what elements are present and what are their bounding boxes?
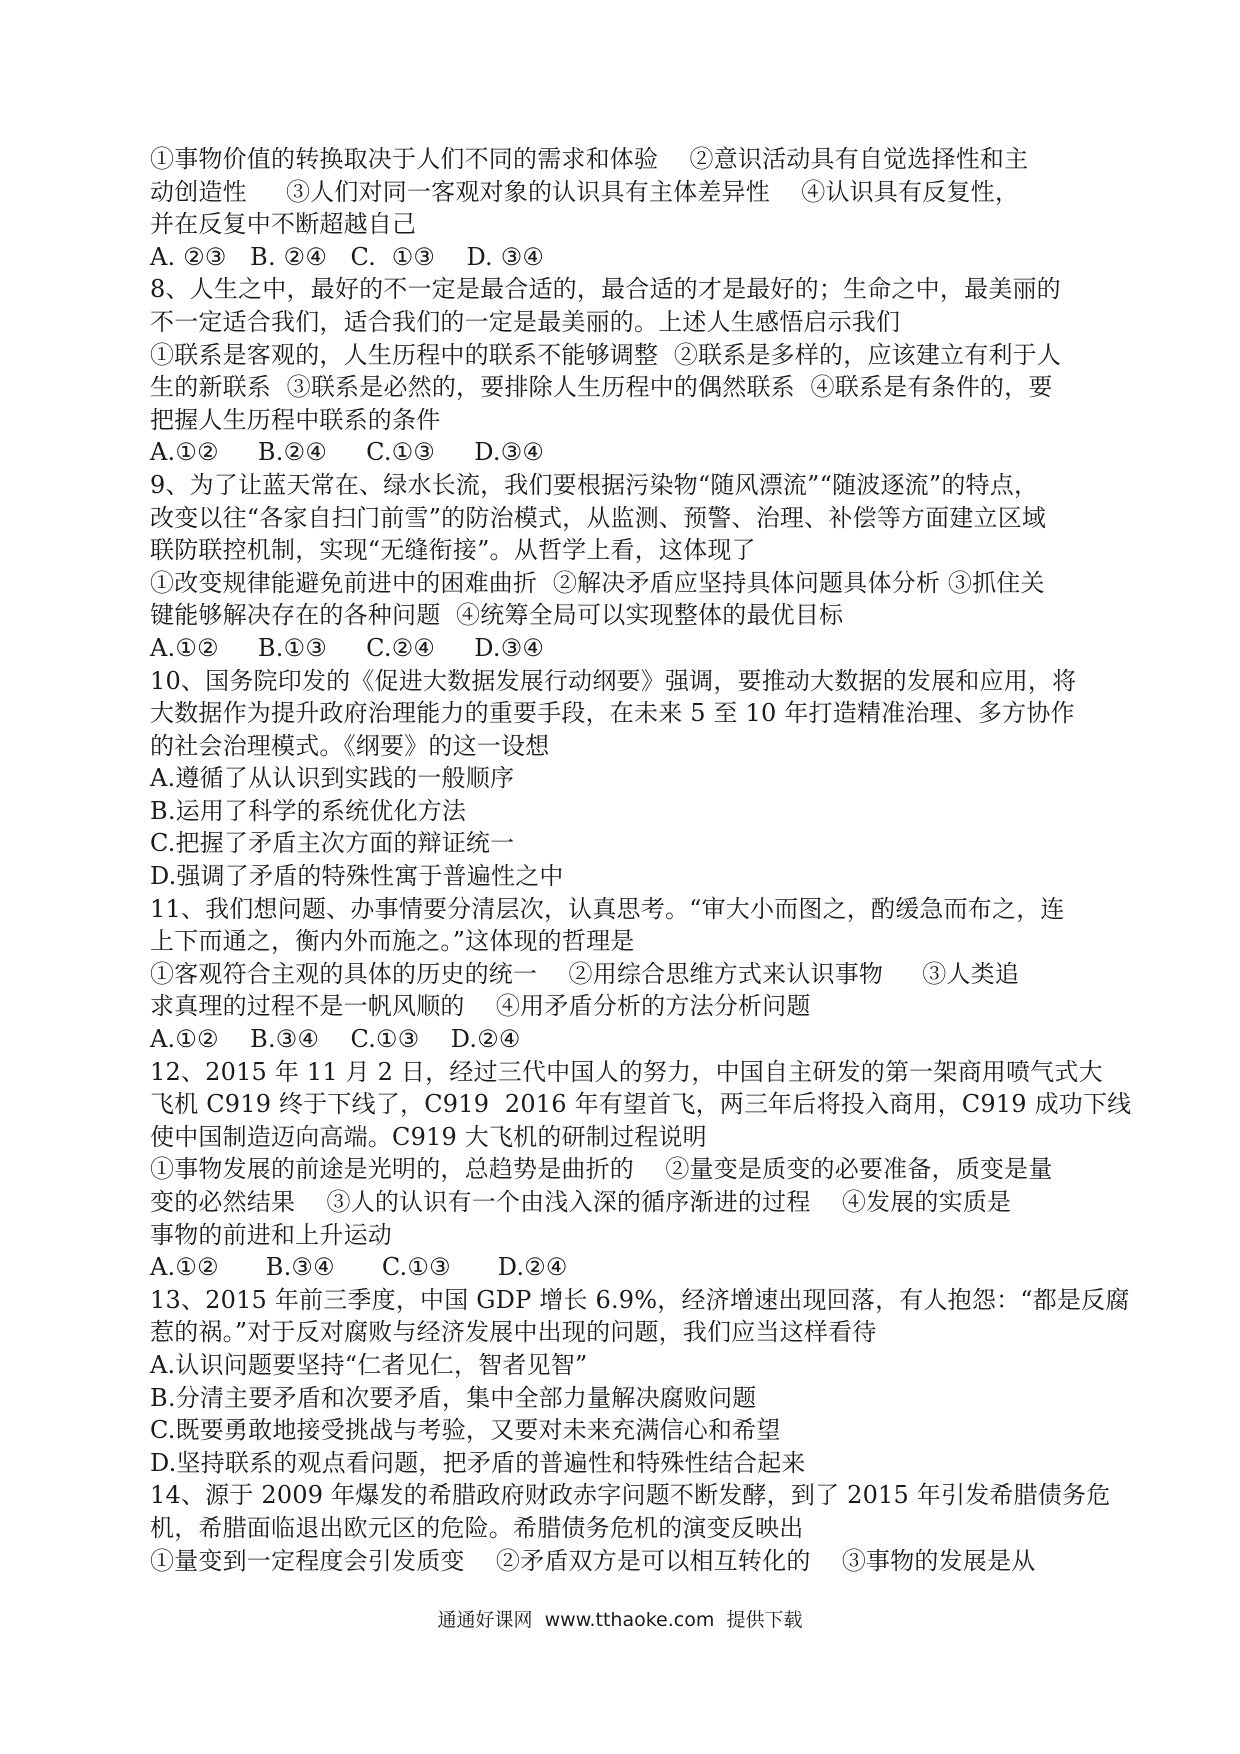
- text-line: A.①② B.③④ C.①③ D.②④: [150, 1253, 568, 1282]
- text-line: A.认识问题要坚持“仁者见仁，智者见智”: [150, 1350, 588, 1379]
- text-line: 14、源于 2009 年爆发的希腊政府财政赤字问题不断发酵，到了 2015 年引发希腊债务危: [150, 1481, 1111, 1510]
- text-line: 11、我们想问题、办事情要分清层次，认真思考。“审大小而图之，酌缓急而布之，连: [150, 894, 1065, 923]
- text-line: 求真理的过程不是一帆风顺的 ④用矛盾分析的方法分析问题: [150, 992, 811, 1021]
- text-line: 联防联控机制，实现“无缝衔接”。从哲学上看，这体现了: [150, 536, 756, 565]
- text-line: ①改变规律能避免前进中的困难曲折 ②解决矛盾应坚持具体问题具体分析 ③抓住关: [150, 568, 1045, 597]
- text-line: 13、2015 年前三季度，中国 GDP 增长 6.9%，经济增速出现回落，有人抱怨：“都是反腐: [150, 1285, 1130, 1314]
- text-line: 惹的祸。”对于反对腐败与经济发展中出现的问题，我们应当这样看待: [150, 1318, 877, 1347]
- text-line: 生的新联系 ③联系是必然的，要排除人生历程中的偶然联系 ④联系是有条件的，要: [150, 373, 1053, 402]
- text-line: 飞机 C919 终于下线了，C919 2016 年有望首飞，两三年后将投入商用，C919 成功下线: [150, 1090, 1132, 1119]
- text-line: A. ②③ B. ②④ C. ①③ D. ③④: [150, 242, 545, 271]
- text-line: ①客观符合主观的具体的历史的统一 ②用综合思维方式来认识事物 ③人类追: [150, 959, 1020, 988]
- text-line: A.①② B.③④ C.①③ D.②④: [150, 1025, 521, 1054]
- text-line: 不一定适合我们，适合我们的一定是最美丽的。上述人生感悟启示我们: [150, 307, 901, 336]
- text-line: 12、2015 年 11 月 2 日，经过三代中国人的努力，中国自主研发的第一架商用喷气式大: [150, 1057, 1103, 1086]
- text-line: ①量变到一定程度会引发质变 ②矛盾双方是可以相互转化的 ③事物的发展是从: [150, 1546, 1036, 1575]
- text-line: 并在反复中不断超越自己: [150, 210, 417, 239]
- text-line: 改变以往“各家自扫门前雪”的防治模式，从监测、预警、治理、补偿等方面建立区域: [150, 503, 1047, 532]
- text-line: D.强调了矛盾的特殊性寓于普遍性之中: [150, 862, 564, 891]
- text-line: 变的必然结果 ③人的认识有一个由浅入深的循序渐进的过程 ④发展的实质是: [150, 1188, 1012, 1216]
- text-line: 把握人生历程中联系的条件: [150, 405, 441, 434]
- text-line: A.①② B.①③ C.②④ D.③④: [150, 633, 545, 662]
- text-line: B.运用了科学的系统优化方法: [150, 796, 467, 825]
- text-line: 的社会治理模式。《纲要》的这一设想: [150, 731, 550, 760]
- text-line: 事物的前进和上升运动: [150, 1220, 392, 1249]
- text-line: 机，希腊面临退出欧元区的危险。希腊债务危机的演变反映出: [150, 1513, 804, 1542]
- text-line: 9、为了让蓝天常在、绿水长流，我们要根据污染物“随风漂流”“随波逐流”的特点，: [150, 470, 1039, 499]
- text-line: A.①② B.②④ C.①③ D.③④: [150, 438, 545, 467]
- text-line: 动创造性 ③人们对同一客观对象的认识具有主体差异性 ④认识具有反复性，: [150, 177, 1020, 206]
- text-line: ①事物价值的转换取决于人们不同的需求和体验 ②意识活动具有自觉选择性和主: [150, 145, 1029, 173]
- text-line: B.分清主要矛盾和次要矛盾，集中全部力量解决腐败问题: [150, 1383, 757, 1412]
- text-line: 键能够解决存在的各种问题 ④统筹全局可以实现整体的最优目标: [150, 601, 844, 630]
- page-footer: 通通好课网 www.tthaoke.com 提供下载: [437, 1609, 803, 1631]
- exam-page-body: [150, 143, 1132, 1577]
- text-line: 使中国制造迈向高端。C919 大飞机的研制过程说明: [150, 1122, 707, 1151]
- text-line: ①联系是客观的，人生历程中的联系不能够调整 ②联系是多样的，应该建立有利于人: [150, 340, 1062, 369]
- text-line: 大数据作为提升政府治理能力的重要手段，在未来 5 至 10 年打造精准治理、多方协作: [150, 699, 1075, 728]
- text-line: C.既要勇敢地接受挑战与考验，又要对未来充满信心和希望: [150, 1416, 781, 1445]
- text-line: C.把握了矛盾主次方面的辩证统一: [150, 829, 515, 858]
- text-line: 上下而通之，衡内外而施之。”这体现的哲理是: [150, 927, 635, 956]
- text-line: 8、人生之中，最好的不一定是最合适的，最合适的才是最好的；生命之中，最美丽的: [150, 275, 1061, 304]
- text-line: D.坚持联系的观点看问题，把矛盾的普遍性和特殊性结合起来: [150, 1448, 806, 1477]
- text-line: A.遵循了从认识到实践的一般顺序: [150, 764, 515, 793]
- text-line: ①事物发展的前途是光明的，总趋势是曲折的 ②量变是质变的必要准备，质变是量: [150, 1155, 1053, 1184]
- text-line: 10、国务院印发的《促进大数据发展行动纲要》强调，要推动大数据的发展和应用，将: [150, 666, 1077, 695]
